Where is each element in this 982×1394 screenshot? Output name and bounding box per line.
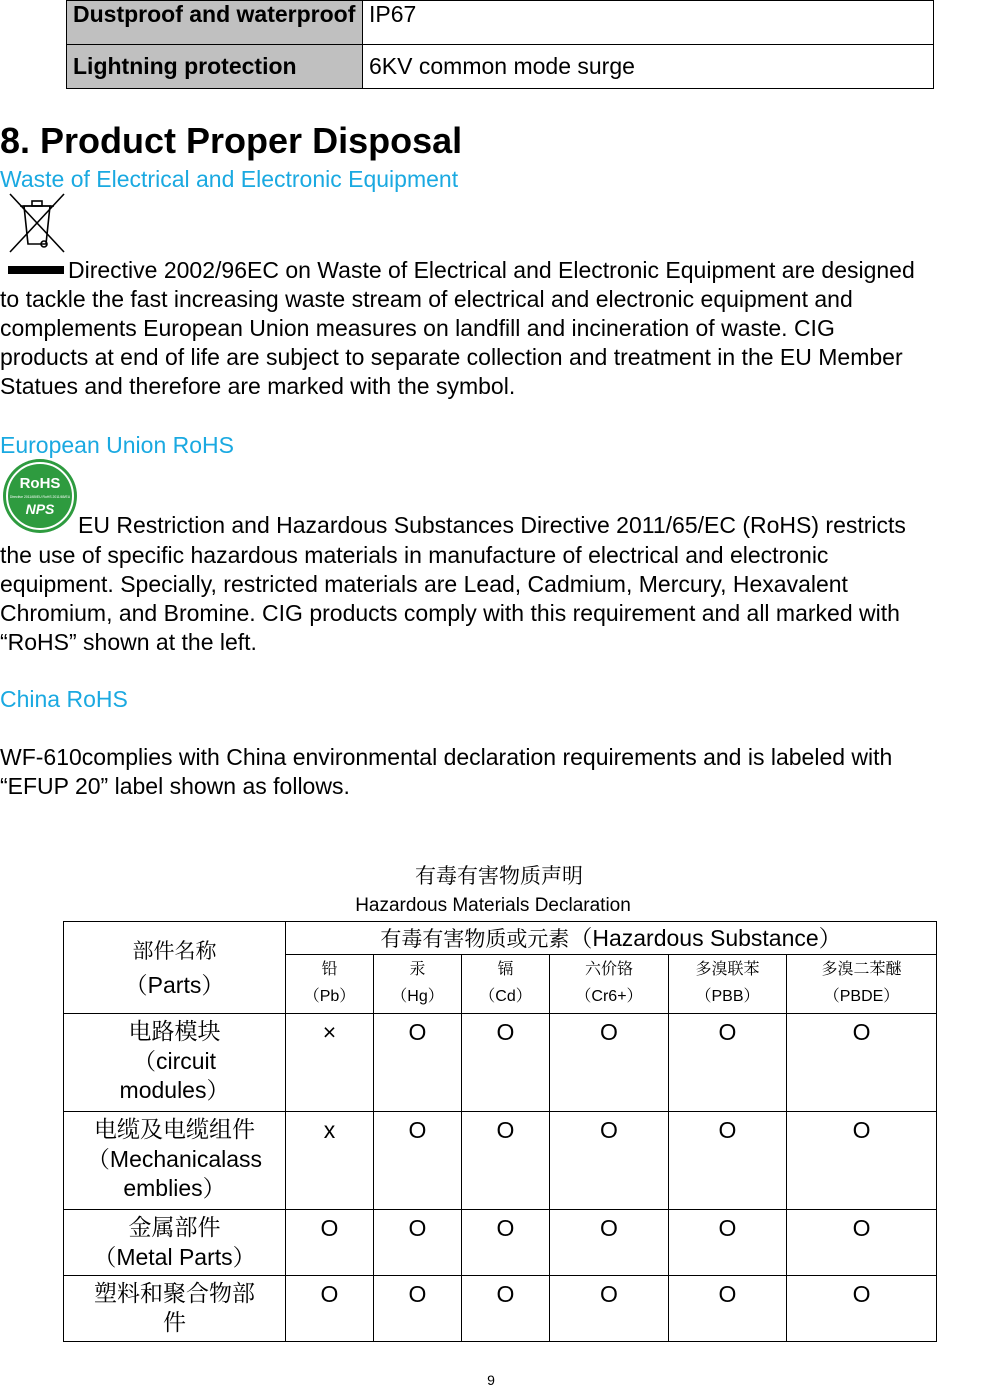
table-row xyxy=(64,1210,937,1276)
substance-value: O xyxy=(669,1112,787,1210)
rohs-line: the use of specific hazardous materials in manufacture of electrical and electronic xyxy=(0,542,829,568)
substance-value: O xyxy=(374,1014,462,1112)
substance-value: O xyxy=(787,1014,937,1112)
parts-header-cn: 部件名称 xyxy=(132,938,217,963)
table-row xyxy=(64,1276,937,1342)
table-row xyxy=(64,1014,937,1112)
substance-symbol: （Cd） xyxy=(479,988,532,1005)
part-line: （Mechanicalass xyxy=(86,1146,263,1172)
spec-key: Lightning protection xyxy=(67,45,363,89)
substance-value: O xyxy=(787,1210,937,1276)
rohs-logo-top: RoHS xyxy=(19,475,61,492)
part-line: （Metal Parts） xyxy=(93,1244,256,1270)
substance-symbol: （PBDE） xyxy=(823,988,900,1005)
substance-col xyxy=(462,955,550,1014)
substance-symbol: （Hg） xyxy=(391,988,444,1005)
substance-value: O xyxy=(462,1276,550,1342)
parts-header-en: （Parts） xyxy=(124,971,225,998)
rohs-line: “RoHS” shown at the left. xyxy=(0,629,257,655)
part-line: 电缆及电缆组件 xyxy=(94,1117,255,1143)
substance-col xyxy=(374,955,462,1014)
page-number: 9 xyxy=(487,1372,495,1388)
substance-cn: 多溴联苯 xyxy=(695,959,760,978)
substance-cn: 多溴二苯醚 xyxy=(821,959,902,978)
rohs-logo xyxy=(0,456,80,536)
substance-header-cn: 有毒有害物质或元素 xyxy=(380,926,570,951)
rohs-logo-bottom: NPS xyxy=(25,501,55,517)
header-row xyxy=(64,922,937,955)
rohs-line: Chromium, and Bromine. CIG products comply with this requirement and all marked with xyxy=(0,600,900,626)
substance-value: x xyxy=(286,1112,374,1210)
substance-value: O xyxy=(462,1210,550,1276)
spec-row xyxy=(67,45,934,89)
rohs-line: equipment. Specially, restricted materials are Lead, Cadmium, Mercury, Hexavalent xyxy=(0,571,848,597)
rohs-heading: European Union RoHS xyxy=(0,432,234,458)
part-name xyxy=(64,1210,286,1276)
substance-header-en: （Hazardous Substance） xyxy=(569,924,842,951)
part-name xyxy=(64,1112,286,1210)
spec-key: Dustproof and waterproof xyxy=(67,1,363,45)
part-name xyxy=(64,1276,286,1342)
spec-row xyxy=(67,1,934,45)
substance-col xyxy=(286,955,374,1014)
weee-line: to tackle the fast increasing waste stream of electrical and electronic equipment and xyxy=(0,286,853,312)
spec-value: 6KV common mode surge xyxy=(363,45,934,89)
substance-value: O xyxy=(550,1276,669,1342)
rohs-logo-mid: Directive 2011/65/EU RoHS 2011/65/EU xyxy=(9,495,71,499)
rohs-line: EU Restriction and Hazardous Substances Directive 2011/65/EC (RoHS) restricts xyxy=(78,512,906,538)
substance-value: O xyxy=(787,1112,937,1210)
part-line: 件 xyxy=(163,1310,186,1336)
substance-value: O xyxy=(462,1014,550,1112)
weee-line: Statues and therefore are marked with the symbol. xyxy=(0,373,516,399)
substance-cn: 六价铬 xyxy=(584,959,633,978)
weee-bin-icon xyxy=(6,190,68,280)
section-title: 8. Product Proper Disposal xyxy=(0,120,463,161)
substance-value: O xyxy=(374,1276,462,1342)
substance-header xyxy=(286,922,937,955)
spec-value: IP67 xyxy=(363,1,934,45)
substance-value: O xyxy=(669,1014,787,1112)
spec-table xyxy=(66,0,934,89)
china-line: “EFUP 20” label shown as follows. xyxy=(0,773,350,799)
substance-value: O xyxy=(374,1112,462,1210)
weee-line: Directive 2002/96EC on Waste of Electrical and Electronic Equipment are designed xyxy=(68,257,915,283)
substance-col xyxy=(550,955,669,1014)
substance-value: O xyxy=(462,1112,550,1210)
substance-value: O xyxy=(286,1210,374,1276)
part-name xyxy=(64,1014,286,1112)
substance-value: O xyxy=(374,1210,462,1276)
substance-value: O xyxy=(669,1276,787,1342)
substance-col xyxy=(787,955,937,1014)
declaration-title-en: Hazardous Materials Declaration xyxy=(355,895,631,916)
part-line: 塑料和聚合物部 xyxy=(94,1281,255,1307)
substance-symbol: （Pb） xyxy=(303,988,356,1005)
part-line: 金属部件 xyxy=(128,1215,221,1241)
substance-symbol: （PBB） xyxy=(695,988,760,1005)
part-line: （circuit xyxy=(132,1048,217,1074)
china-line: WF-610complies with China environmental declaration requirements and is labeled with xyxy=(0,744,893,770)
substance-value: × xyxy=(286,1014,374,1112)
hazard-table xyxy=(63,921,937,1342)
substance-value: O xyxy=(550,1210,669,1276)
substance-value: O xyxy=(550,1112,669,1210)
part-line: emblies） xyxy=(123,1175,226,1201)
substance-cn: 铅 xyxy=(321,959,338,978)
weee-line: products at end of life are subject to separate collection and treatment in the EU Member xyxy=(0,344,903,370)
substance-symbol: （Cr6+） xyxy=(575,988,643,1005)
substance-cn: 汞 xyxy=(409,959,426,978)
declaration-title-cn: 有毒有害物质声明 xyxy=(415,864,583,888)
part-line: 电路模块 xyxy=(128,1019,221,1045)
table-row xyxy=(64,1112,937,1210)
substance-value: O xyxy=(286,1276,374,1342)
parts-header xyxy=(64,922,286,1014)
china-rohs-heading: China RoHS xyxy=(0,686,128,712)
weee-line: complements European Union measures on landfill and incineration of waste. CIG xyxy=(0,315,835,341)
substance-value: O xyxy=(669,1210,787,1276)
substance-value: O xyxy=(787,1276,937,1342)
weee-heading: Waste of Electrical and Electronic Equipment xyxy=(0,166,459,192)
part-line: modules） xyxy=(119,1077,230,1103)
substance-value: O xyxy=(550,1014,669,1112)
substance-col xyxy=(669,955,787,1014)
substance-cn: 镉 xyxy=(497,959,514,978)
